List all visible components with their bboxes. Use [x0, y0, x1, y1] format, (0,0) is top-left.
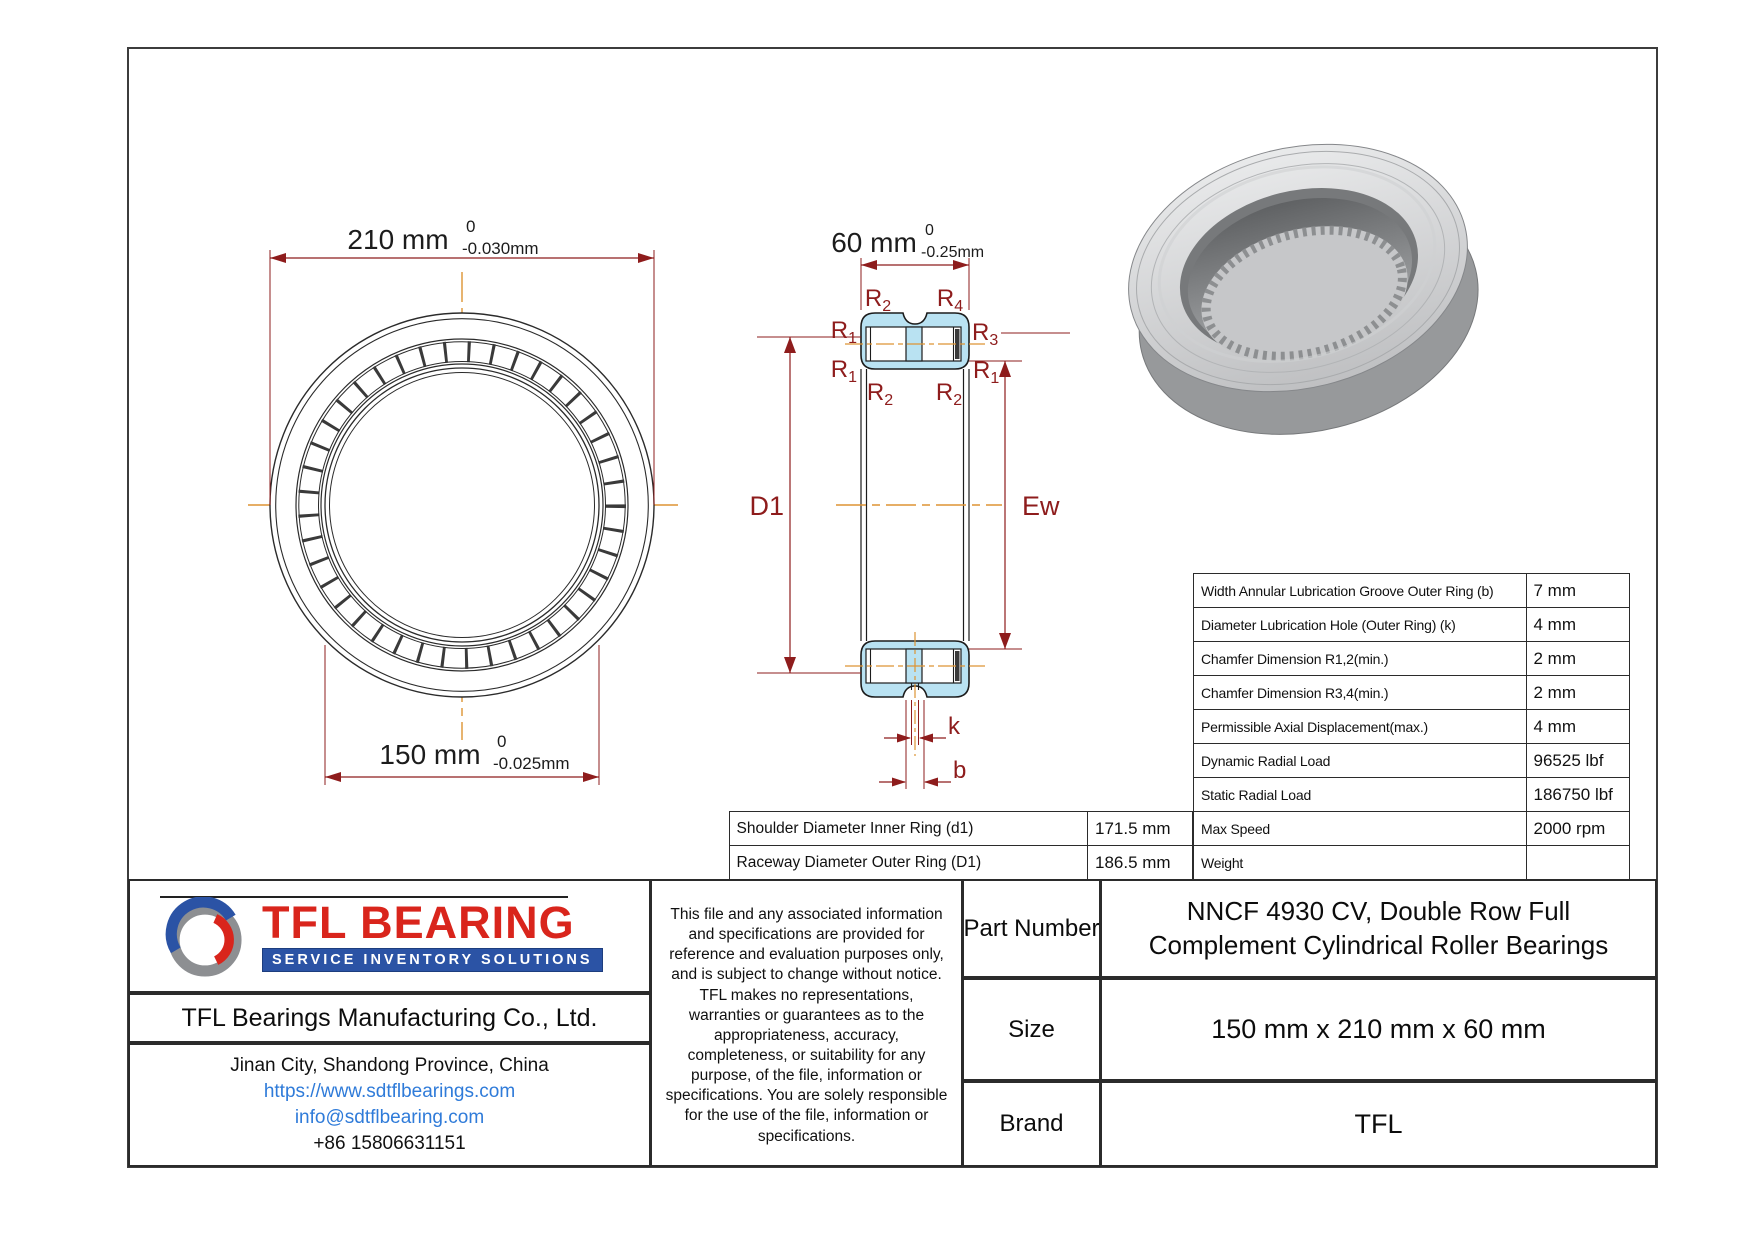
- spec-label: Weight: [1193, 845, 1527, 881]
- spec-value: 2000 rpm: [1526, 811, 1630, 847]
- k-dimension: [884, 700, 961, 745]
- company-name-cell: [128, 993, 651, 1043]
- dim-row: [729, 811, 1194, 847]
- width-dim-text: 60 mm: [831, 227, 917, 258]
- spec-row: [1193, 675, 1630, 711]
- spec-value: 4 mm: [1526, 607, 1630, 643]
- r1-left-lower-label: $R_1$: [830, 356, 857, 386]
- spec-value: 2 mm: [1526, 675, 1630, 711]
- spec-row: [1193, 811, 1630, 847]
- k-label: k: [948, 713, 960, 740]
- spec-label: Permissible Axial Displacement(max.): [1193, 709, 1527, 745]
- size-value-cell: [1100, 978, 1657, 1081]
- section-view: [749, 222, 1070, 789]
- spec-label: Chamfer Dimension R3,4(min.): [1193, 675, 1527, 711]
- company-address: Jinan City, Shandong Province, China: [230, 1055, 549, 1076]
- spec-label: Dynamic Radial Load: [1193, 743, 1527, 779]
- logo-text: [262, 897, 603, 972]
- bore-dim-tol-top: 0: [497, 732, 507, 751]
- part-number-line2: Complement Cylindrical Roller Bearings: [1148, 929, 1609, 960]
- b-label: b: [953, 757, 967, 784]
- ew-label: Ew: [1022, 491, 1060, 521]
- dim-value: 186.5 mm: [1087, 845, 1193, 881]
- r1-left-upper-label: $R_1$: [830, 317, 857, 347]
- width-dim-tol-bottom: -0.25mm: [921, 244, 985, 261]
- dim-label: Shoulder Diameter Inner Ring (d1): [729, 811, 1089, 847]
- company-name: TFL Bearings Manufacturing Co., Ltd.: [181, 1003, 598, 1032]
- spec-value: 7 mm: [1526, 573, 1630, 609]
- bearing-3d-render: [1102, 110, 1504, 469]
- part-number-label-cell: [962, 879, 1101, 978]
- spec-row: [1193, 845, 1630, 881]
- spec-row: [1193, 607, 1630, 643]
- dim-row: [729, 845, 1194, 881]
- dim-value: 171.5 mm: [1087, 811, 1193, 847]
- spec-value: 186750 lbf: [1526, 777, 1630, 813]
- disclaimer-text: This file and any associated information and specifications are provided for reference and evaluation purposes only, and is subject to change without notice. TFL makes no representations, warranties or guarantees as to the appropriateness, accuracy, completeness, or suitability for any purpose, of the file, information or specifications. You are solely responsible for the use of the file, information or specifications.: [665, 906, 948, 1145]
- email-link[interactable]: info@sdtflbearing.com: [294, 1107, 485, 1128]
- outer-dim-tol-bottom: -0.030mm: [462, 239, 539, 258]
- d1-label: D1: [749, 491, 784, 521]
- tfl-logo-icon: [162, 897, 248, 983]
- brand-value: TFL: [1354, 1108, 1403, 1139]
- disclaimer-cell: [650, 879, 963, 1167]
- spec-row: [1193, 709, 1630, 745]
- width-dimension: [831, 222, 984, 310]
- dim-label: Raceway Diameter Outer Ring (D1): [729, 845, 1089, 881]
- logo-name: TFL BEARING: [262, 897, 575, 948]
- size-label-cell: [962, 978, 1101, 1081]
- ew-dimension: [969, 361, 1060, 649]
- logo-cell: [128, 879, 651, 993]
- spec-row: [1193, 641, 1630, 677]
- bore-dim-text: 150 mm: [379, 739, 481, 770]
- spec-label: Chamfer Dimension R1,2(min.): [1193, 641, 1527, 677]
- ring-diameter-table: [729, 811, 1194, 881]
- spec-label: Width Annular Lubrication Groove Outer Ring (b): [1193, 573, 1527, 609]
- r2-bottom-left-label: $R_2$: [866, 379, 894, 409]
- spec-row: [1193, 743, 1630, 779]
- spec-label: Max Speed: [1193, 811, 1527, 847]
- size-value: 150 mm x 210 mm x 60 mm: [1211, 1014, 1546, 1044]
- spec-row: [1193, 777, 1630, 813]
- website-link[interactable]: https://www.sdtflbearings.com: [263, 1081, 516, 1102]
- spec-row: [1193, 573, 1630, 609]
- part-number-label: Part Number: [963, 914, 1100, 942]
- bore-dim-tol-bottom: -0.025mm: [493, 754, 570, 773]
- part-number-value-cell: [1100, 879, 1657, 978]
- r2-bottom-right-label: $R_2$: [935, 379, 963, 409]
- r1-right-lower-label: $R_1$: [973, 357, 1000, 387]
- logo-tagline: SERVICE INVENTORY SOLUTIONS: [262, 948, 603, 972]
- phone-number: +86 15806631151: [313, 1133, 466, 1154]
- width-dim-tol-top: 0: [925, 222, 934, 239]
- r4-top-right-label: $R_4$: [936, 285, 964, 315]
- outer-dim-tol-top: 0: [466, 217, 476, 236]
- brand-label: Brand: [999, 1110, 1064, 1137]
- spec-label: Diameter Lubrication Hole (Outer Ring) (k): [1193, 607, 1527, 643]
- size-label: Size: [1008, 1015, 1055, 1043]
- front-view: [248, 217, 678, 785]
- brand-value-cell: [1100, 1081, 1657, 1167]
- spec-value: [1526, 845, 1630, 881]
- spec-label: Static Radial Load: [1193, 777, 1527, 813]
- spec-value: 2 mm: [1526, 641, 1630, 677]
- r2-top-left-label: $R_2$: [864, 285, 892, 315]
- spec-table: [1193, 573, 1630, 881]
- r3-right-upper-label: $R_3$: [972, 319, 999, 349]
- spec-value: 96525 lbf: [1526, 743, 1630, 779]
- spec-value: 4 mm: [1526, 709, 1630, 745]
- part-number-line1: NNCF 4930 CV, Double Row Full: [1186, 895, 1571, 926]
- outer-dim-text: 210 mm: [347, 224, 449, 255]
- brand-label-cell: [962, 1081, 1101, 1167]
- contact-cell: [128, 1043, 651, 1167]
